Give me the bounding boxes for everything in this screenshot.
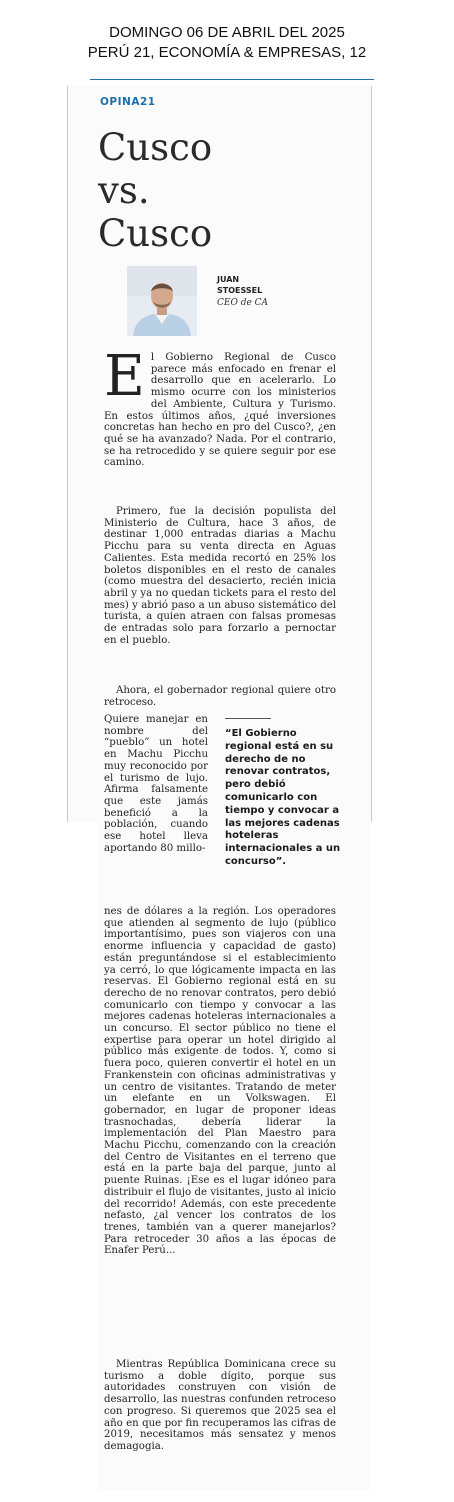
pull-quote: “El Gobierno regional está en su derecho de no renovar contratos, pero debió comunicarlo con tiempo y convocar a las mejores cadenas hoteleras internacionales a un concurso”. (225, 728, 341, 867)
headline-line: vs. (98, 169, 150, 212)
author-name (217, 274, 262, 296)
headline-line: Cusco (98, 126, 213, 169)
drop-cap: E (104, 344, 145, 409)
author-role: CEO de CA (217, 298, 269, 308)
paragraph-3-start: Ahora, el gobernador regional quiere otro retroceso. (104, 685, 336, 708)
paragraph-3-narrow-column: Quiere manejar en nombre del “pueblo” un hotel en Machu Picchu muy reconocido por el turismo de lujo. Afirma falsamente que este jamás benefició a la población, cuando ese hotel lleva aportando 80 millo- (104, 714, 208, 854)
pull-quote-rule (225, 718, 271, 719)
headline-line: Cusco (98, 212, 213, 255)
source-line: PERÚ 21, ECONOMÍA & EMPRESAS, 12 (87, 44, 367, 61)
paragraph-4: Mientras República Dominicana crece su turismo a doble dígito, porque sus autoridades construyen con visión de desarrollo, las nuestras confunden retroceso con progreso. Si queremos que 2025 sea el año en que por fin recuperamos las cifras de 2019, necesitamos más sensatez y menos demagogia. (104, 1359, 336, 1452)
author-portrait-icon (127, 266, 197, 336)
paragraph-1-text: l Gobierno Regional de Cusco parece más enfocado en frenar el desarrollo que en acelerarlo. Lo mismo ocurre con los ministerios del Ambiente, Cultura y Turismo. En estos últimos años, ¿qué inversiones concretas han hecho en pro del Cusco?, ¿en qué se ha avanzado? Nada. Por el contrario, se ha retrocedido y se quiere seguir por ese camino. (104, 352, 336, 469)
author-first-name: JUAN (217, 275, 240, 284)
section-label: OPINA21 (100, 96, 156, 108)
paragraph-2: Primero, fue la decisión populista del Ministerio de Cultura, hace 3 años, de destinar 1,000 entradas diarias a Machu Picchu para su venta directa en Aguas Calientes. Esta medida recortó en 25% los boletos disponibles en el resto de canales (como muestra del desacierto, recién inicia abril y ya no quedan tickets para el resto del mes) y abrió paso a un abuso sistemático del turista, a quien atraen con falsas promesas de entradas solo para forzarlo a pernoctar en el pueblo. (104, 506, 336, 646)
date-line: DOMINGO 06 DE ABRIL DEL 2025 (109, 24, 345, 41)
paragraph-3-continued: nes de dólares a la región. Los operadores que atienden al segmento de lujo (público importantísimo, pues son viajeros con una enorme influencia y capacidad de gasto) están preguntándose si el establecimiento ya cerró, lo que lógicamente impacta en las reservas. El Gobierno regional está en su derecho de no renovar contratos, pero debió comunicarlo con tiempo y convocar a las mejores cadenas hoteleras internacionales a un concurso. El sector público no tiene el expertise para operar un hotel dirigido al público más exigente de todos. Y, como si fuera poco, quieren convertir el hotel en un Frankenstein con oficinas administrativas y un centro de visitantes. Tratando de meter un elefante en un Volkswagen. El gobernador, en lugar de proponer ideas trasnochadas, debería liderar la implementación del Plan Maestro para Machu Picchu, comenzando con la creación del Centro de Visitantes en el terreno que está en la parte baja del parque, junto al puente Ruinas. ¡Ese es el lugar idóneo para distribuir el flujo de visitantes, justo al inicio del recorrido! Además, con este precedente nefasto, ¿al vencer los contratos de los trenes, también van a querer manejarlos? Para retroceder 30 años a las épocas de Enafer Perú... (104, 906, 336, 1257)
paragraph-1 (104, 344, 336, 469)
author-last-name: STOESSEL (217, 286, 263, 295)
author-photo (127, 266, 197, 336)
headline (98, 126, 212, 255)
top-divider (90, 79, 374, 80)
